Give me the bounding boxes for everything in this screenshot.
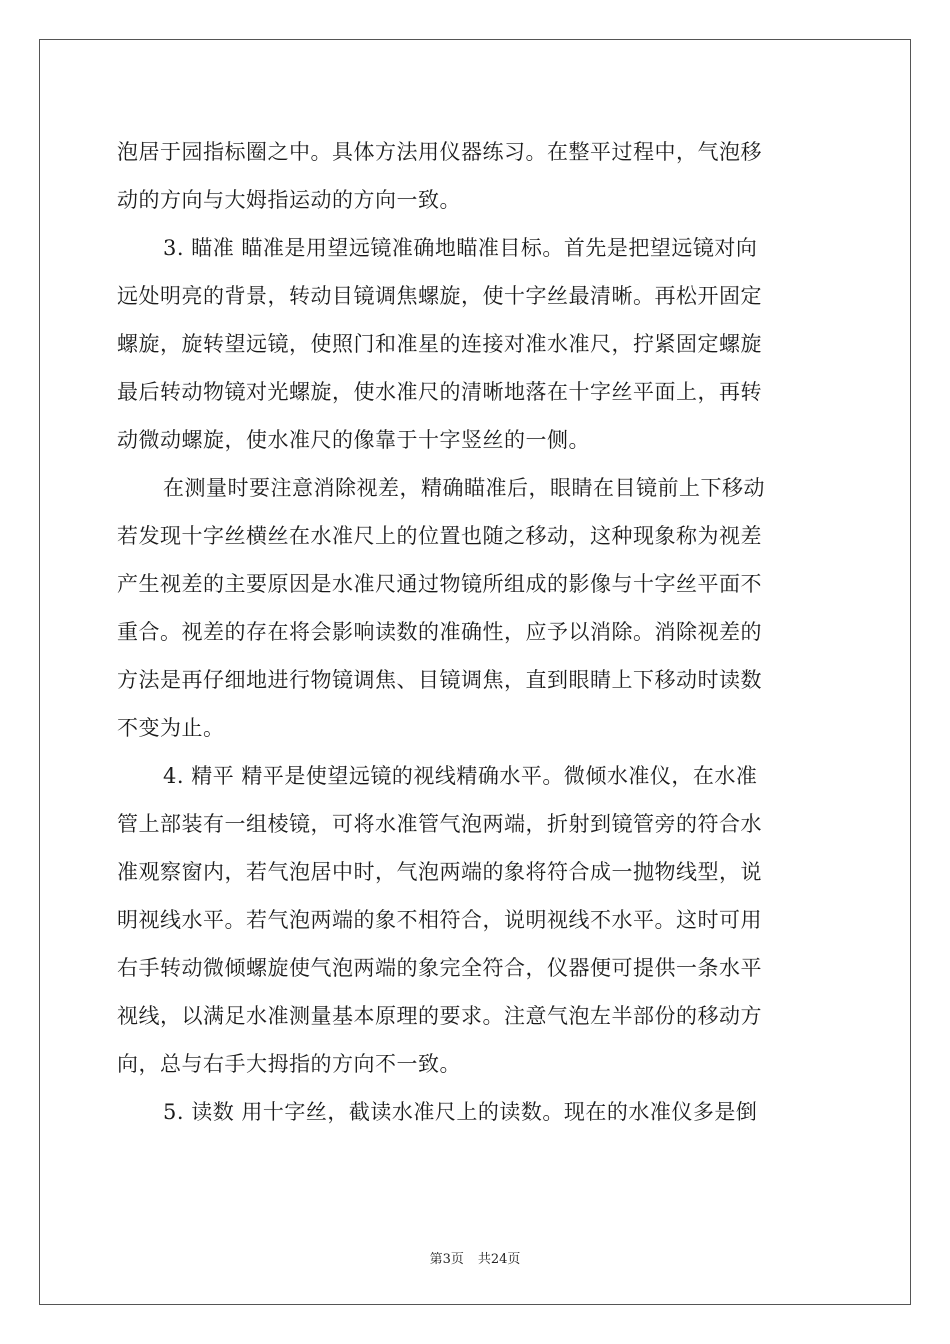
text-line: 远处明亮的背景，转动目镜调焦螺旋，使十字丝最清晰。再松开固定 [117, 284, 762, 308]
text-line: 5. 读数 用十字丝，截读水准尺上的读数。现在的水准仪多是倒 [163, 1100, 758, 1124]
text-line: 动微动螺旋，使水准尺的像靠于十字竖丝的一侧。 [117, 428, 590, 452]
text-line: 3. 瞄准 瞄准是用望远镜准确地瞄准目标。首先是把望远镜对向 [163, 236, 758, 260]
text-line: 若发现十字丝横丝在水准尺上的位置也随之移动，这种现象称为视差 [117, 524, 762, 548]
text-line: 右手转动微倾螺旋使气泡两端的象完全符合，仪器便可提供一条水平 [117, 956, 762, 980]
page-total: 共24页 [477, 1252, 521, 1267]
text-line: 螺旋，旋转望远镜，使照门和准星的连接对准水准尺，拧紧固定螺旋 [117, 332, 762, 356]
document-body [117, 128, 835, 1136]
text-line: 向，总与右手大拇指的方向不一致。 [117, 1052, 461, 1076]
text-line: 最后转动物镜对光螺旋，使水准尺的清晰地落在十字丝平面上，再转 [117, 380, 762, 404]
text-line: 准观察窗内，若气泡居中时，气泡两端的象将符合成一抛物线型，说 [117, 860, 762, 884]
text-line: 视线，以满足水准测量基本原理的要求。注意气泡左半部份的移动方 [117, 1004, 762, 1028]
text-line: 泡居于园指标圈之中。具体方法用仪器练习。在整平过程中，气泡移 [117, 140, 762, 164]
text-line: 产生视差的主要原因是水准尺通过物镜所组成的影像与十字丝平面不 [117, 572, 762, 596]
text-line: 不变为止。 [117, 716, 225, 740]
page-footer [0, 1248, 950, 1267]
text-line: 4. 精平 精平是使望远镜的视线精确水平。微倾水准仪，在水准 [163, 764, 758, 788]
text-line: 在测量时要注意消除视差，精确瞄准后，眼睛在目镜前上下移动 [163, 476, 765, 500]
page-number: 第3页 [429, 1252, 464, 1267]
text-line: 管上部装有一组棱镜，可将水准管气泡两端，折射到镜管旁的符合水 [117, 812, 762, 836]
text-line: 重合。视差的存在将会影响读数的准确性，应予以消除。消除视差的 [117, 620, 762, 644]
text-line: 方法是再仔细地进行物镜调焦、目镜调焦，直到眼睛上下移动时读数 [117, 668, 762, 692]
text-line: 动的方向与大姆指运动的方向一致。 [117, 188, 461, 212]
text-line: 明视线水平。若气泡两端的象不相符合，说明视线不水平。这时可用 [117, 908, 762, 932]
